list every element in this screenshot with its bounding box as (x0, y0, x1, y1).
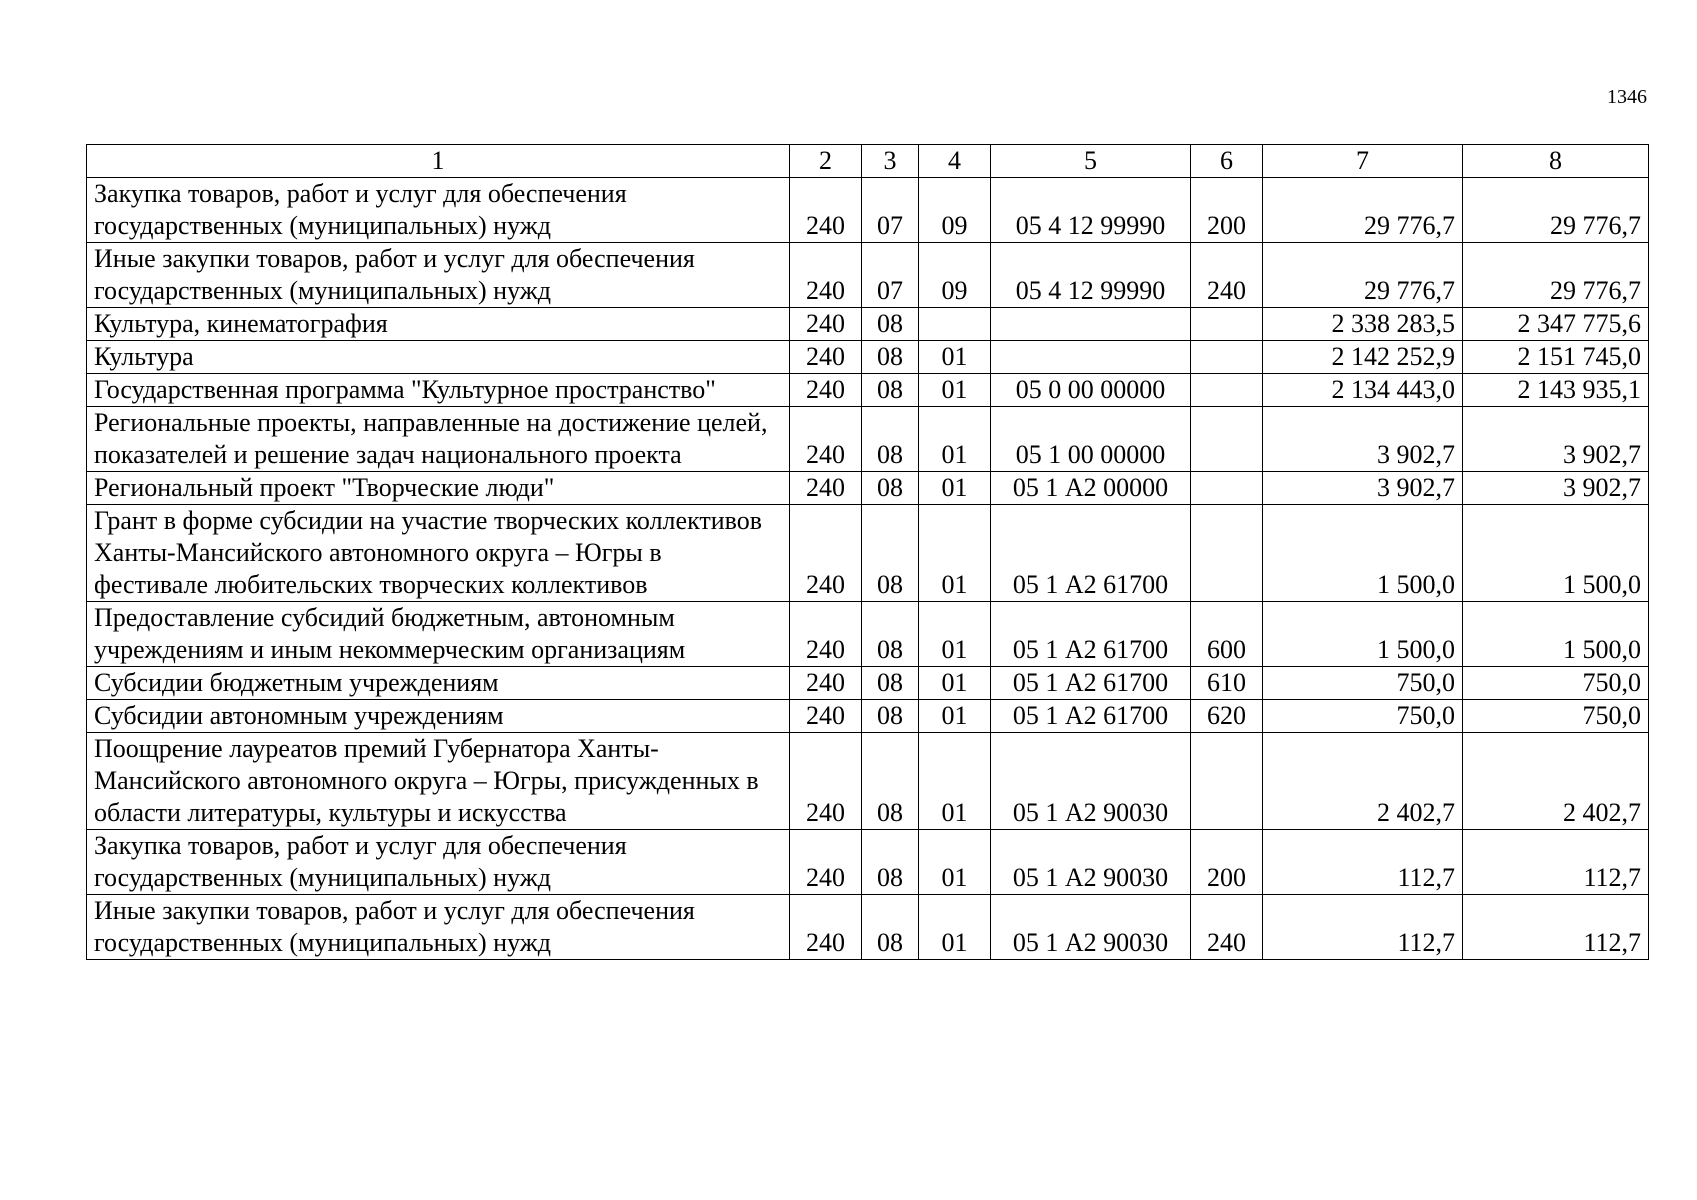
table-row (87, 667, 1649, 700)
item-name-cell: Субсидии бюджетным учреждениям (87, 667, 790, 700)
expense-type-cell: 610 (1191, 667, 1263, 700)
target-article-cell: 05 1 А2 61700 (991, 700, 1191, 733)
table-row (87, 308, 1649, 341)
section-code-cell: 08 (862, 602, 919, 667)
ved-code-cell: 240 (790, 700, 862, 733)
amount-year1-cell: 112,7 (1263, 895, 1463, 960)
amount-year2-cell: 1 500,0 (1463, 505, 1649, 602)
expense-type-cell: 240 (1191, 243, 1263, 308)
item-name-cell: Закупка товаров, работ и услуг для обеспечения государственных (муниципальных) нужд (87, 178, 790, 243)
target-article-cell: 05 1 00 00000 (991, 407, 1191, 472)
subsection-code-cell: 01 (919, 505, 991, 602)
ved-code-cell: 240 (790, 895, 862, 960)
expense-type-cell (1191, 472, 1263, 505)
table-row (87, 895, 1649, 960)
item-name-cell: Иные закупки товаров, работ и услуг для обеспечения государственных (муниципальных) нужд (87, 895, 790, 960)
section-code-cell: 08 (862, 667, 919, 700)
ved-code-cell: 240 (790, 667, 862, 700)
amount-year2-cell: 29 776,7 (1463, 243, 1649, 308)
expense-type-cell (1191, 308, 1263, 341)
item-name-cell: Региональный проект "Творческие люди" (87, 472, 790, 505)
table-row (87, 830, 1649, 895)
amount-year2-cell: 2 402,7 (1463, 733, 1649, 830)
subsection-code-cell: 01 (919, 341, 991, 374)
amount-year2-cell: 1 500,0 (1463, 602, 1649, 667)
subsection-code-cell: 01 (919, 733, 991, 830)
amount-year1-cell: 1 500,0 (1263, 602, 1463, 667)
section-code-cell: 08 (862, 374, 919, 407)
item-name-cell: Поощрение лауреатов премий Губернатора Ханты-Мансийского автономного округа – Югры, присужденных в области литературы, культуры и искусства (87, 733, 790, 830)
table-row (87, 602, 1649, 667)
subsection-code-cell: 09 (919, 178, 991, 243)
table-row (87, 178, 1649, 243)
amount-year1-cell: 750,0 (1263, 667, 1463, 700)
amount-year2-cell: 112,7 (1463, 895, 1649, 960)
item-name-cell: Культура (87, 341, 790, 374)
ved-code-cell: 240 (790, 374, 862, 407)
expense-type-cell (1191, 341, 1263, 374)
item-name-cell: Государственная программа "Культурное пространство" (87, 374, 790, 407)
item-name-cell: Иные закупки товаров, работ и услуг для обеспечения государственных (муниципальных) нужд (87, 243, 790, 308)
column-header: 6 (1191, 145, 1263, 178)
column-header: 1 (87, 145, 790, 178)
item-name-cell: Культура, кинематография (87, 308, 790, 341)
amount-year2-cell: 3 902,7 (1463, 472, 1649, 505)
item-name-cell: Региональные проекты, направленные на достижение целей, показателей и решение задач национального проекта (87, 407, 790, 472)
ved-code-cell: 240 (790, 308, 862, 341)
target-article-cell: 05 4 12 99990 (991, 243, 1191, 308)
table-row (87, 243, 1649, 308)
ved-code-cell: 240 (790, 243, 862, 308)
section-code-cell: 08 (862, 472, 919, 505)
target-article-cell: 05 4 12 99990 (991, 178, 1191, 243)
expense-type-cell: 620 (1191, 700, 1263, 733)
subsection-code-cell: 01 (919, 407, 991, 472)
amount-year1-cell: 112,7 (1263, 830, 1463, 895)
target-article-cell: 05 1 А2 90030 (991, 830, 1191, 895)
column-header: 4 (919, 145, 991, 178)
target-article-cell: 05 1 А2 00000 (991, 472, 1191, 505)
amount-year2-cell: 750,0 (1463, 700, 1649, 733)
section-code-cell: 08 (862, 341, 919, 374)
ved-code-cell: 240 (790, 407, 862, 472)
header-row (87, 145, 1649, 178)
expense-type-cell: 600 (1191, 602, 1263, 667)
column-header: 3 (862, 145, 919, 178)
table-body (87, 178, 1649, 960)
budget-table (86, 144, 1649, 960)
subsection-code-cell: 01 (919, 602, 991, 667)
expense-type-cell (1191, 374, 1263, 407)
subsection-code-cell: 01 (919, 472, 991, 505)
item-name-cell: Предоставление субсидий бюджетным, автономным учреждениям и иным некоммерческим организациям (87, 602, 790, 667)
table-row (87, 341, 1649, 374)
subsection-code-cell: 01 (919, 667, 991, 700)
table-row (87, 472, 1649, 505)
column-header: 8 (1463, 145, 1649, 178)
section-code-cell: 08 (862, 505, 919, 602)
amount-year2-cell: 3 902,7 (1463, 407, 1649, 472)
subsection-code-cell: 01 (919, 895, 991, 960)
section-code-cell: 08 (862, 830, 919, 895)
column-header: 5 (991, 145, 1191, 178)
amount-year1-cell: 3 902,7 (1263, 407, 1463, 472)
amount-year1-cell: 2 142 252,9 (1263, 341, 1463, 374)
table-row (87, 733, 1649, 830)
item-name-cell: Закупка товаров, работ и услуг для обеспечения государственных (муниципальных) нужд (87, 830, 790, 895)
page-number: 1346 (1607, 86, 1647, 108)
section-code-cell: 08 (862, 733, 919, 830)
item-name-cell: Субсидии автономным учреждениям (87, 700, 790, 733)
amount-year2-cell: 2 143 935,1 (1463, 374, 1649, 407)
subsection-code-cell: 01 (919, 700, 991, 733)
table-row (87, 505, 1649, 602)
expense-type-cell (1191, 407, 1263, 472)
section-code-cell: 08 (862, 895, 919, 960)
subsection-code-cell: 01 (919, 830, 991, 895)
amount-year2-cell: 2 151 745,0 (1463, 341, 1649, 374)
amount-year1-cell: 3 902,7 (1263, 472, 1463, 505)
subsection-code-cell (919, 308, 991, 341)
ved-code-cell: 240 (790, 341, 862, 374)
ved-code-cell: 240 (790, 733, 862, 830)
target-article-cell (991, 341, 1191, 374)
section-code-cell: 07 (862, 243, 919, 308)
expense-type-cell: 200 (1191, 178, 1263, 243)
table-row (87, 374, 1649, 407)
section-code-cell: 08 (862, 407, 919, 472)
amount-year1-cell: 2 134 443,0 (1263, 374, 1463, 407)
expense-type-cell: 240 (1191, 895, 1263, 960)
target-article-cell: 05 1 А2 61700 (991, 667, 1191, 700)
section-code-cell: 08 (862, 700, 919, 733)
amount-year1-cell: 2 402,7 (1263, 733, 1463, 830)
ved-code-cell: 240 (790, 178, 862, 243)
ved-code-cell: 240 (790, 505, 862, 602)
target-article-cell: 05 1 А2 90030 (991, 895, 1191, 960)
amount-year1-cell: 750,0 (1263, 700, 1463, 733)
target-article-cell: 05 1 А2 61700 (991, 505, 1191, 602)
expense-type-cell (1191, 733, 1263, 830)
amount-year1-cell: 29 776,7 (1263, 243, 1463, 308)
amount-year2-cell: 29 776,7 (1463, 178, 1649, 243)
amount-year2-cell: 112,7 (1463, 830, 1649, 895)
amount-year1-cell: 1 500,0 (1263, 505, 1463, 602)
subsection-code-cell: 01 (919, 374, 991, 407)
item-name-cell: Грант в форме субсидии на участие творческих коллективов Ханты-Мансийского автономного округа – Югры в фестивале любительских творческих коллективов (87, 505, 790, 602)
section-code-cell: 08 (862, 308, 919, 341)
ved-code-cell: 240 (790, 472, 862, 505)
table-row (87, 407, 1649, 472)
target-article-cell (991, 308, 1191, 341)
expense-type-cell (1191, 505, 1263, 602)
section-code-cell: 07 (862, 178, 919, 243)
subsection-code-cell: 09 (919, 243, 991, 308)
ved-code-cell: 240 (790, 830, 862, 895)
target-article-cell: 05 1 А2 90030 (991, 733, 1191, 830)
table-row (87, 700, 1649, 733)
amount-year1-cell: 29 776,7 (1263, 178, 1463, 243)
amount-year1-cell: 2 338 283,5 (1263, 308, 1463, 341)
target-article-cell: 05 0 00 00000 (991, 374, 1191, 407)
target-article-cell: 05 1 А2 61700 (991, 602, 1191, 667)
amount-year2-cell: 750,0 (1463, 667, 1649, 700)
column-header: 7 (1263, 145, 1463, 178)
column-header: 2 (790, 145, 862, 178)
ved-code-cell: 240 (790, 602, 862, 667)
expense-type-cell: 200 (1191, 830, 1263, 895)
amount-year2-cell: 2 347 775,6 (1463, 308, 1649, 341)
